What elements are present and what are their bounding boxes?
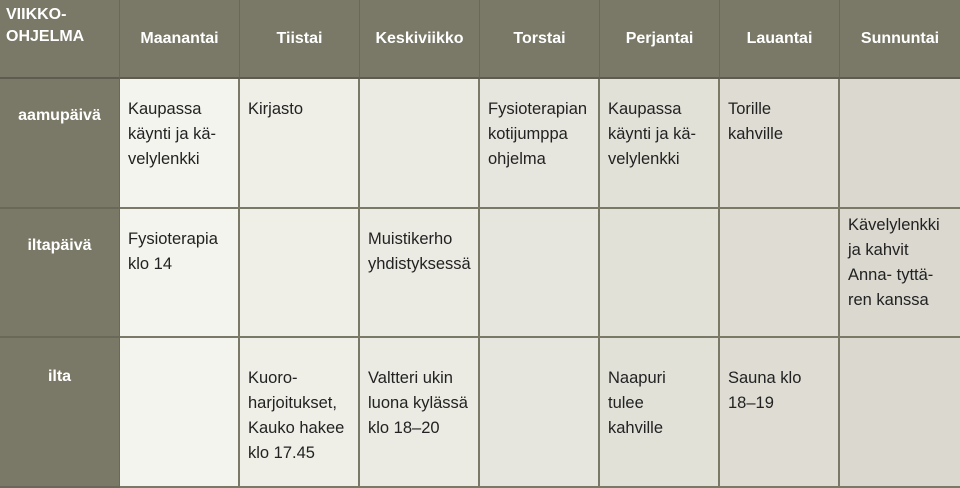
schedule-cell — [240, 209, 360, 338]
day-header-monday: Maanantai — [120, 0, 240, 79]
schedule-cell: Torille kahville — [720, 79, 840, 209]
schedule-cell — [480, 209, 600, 338]
day-header-tuesday: Tiistai — [240, 0, 360, 79]
schedule-cell: Kirjasto — [240, 79, 360, 209]
day-header-wednesday: Keskiviikko — [360, 0, 480, 79]
row-label-morning: aamupäivä — [0, 79, 120, 209]
corner-label: VIIKKO- OHJELMA — [0, 0, 120, 79]
day-header-saturday: Lauantai — [720, 0, 840, 79]
schedule-cell: Valtteri ukin luona kylässä klo 18–20 — [360, 338, 480, 488]
day-header-thursday: Torstai — [480, 0, 600, 79]
schedule-cell — [120, 338, 240, 488]
schedule-cell — [480, 338, 600, 488]
row-label-afternoon: iltapäivä — [0, 209, 120, 338]
schedule-cell: Muistikerho yhdistyksessä — [360, 209, 480, 338]
schedule-cell: Kaupassa käynti ja kä- velylenkki — [120, 79, 240, 209]
schedule-cell — [360, 79, 480, 209]
schedule-cell: Kävelylenkki ja kahvit Anna- tyttä- ren kanssa — [840, 209, 960, 338]
schedule-cell: Naapuri tulee kahville — [600, 338, 720, 488]
schedule-cell: Kuoro- harjoitukset, Kauko hakee klo 17.45 — [240, 338, 360, 488]
schedule-cell: Fysioterapia klo 14 — [120, 209, 240, 338]
row-label-evening: ilta — [0, 338, 120, 488]
schedule-cell — [840, 79, 960, 209]
schedule-cell: Fysioterapian kotijumppa ohjelma — [480, 79, 600, 209]
schedule-cell: Sauna klo 18–19 — [720, 338, 840, 488]
day-header-friday: Perjantai — [600, 0, 720, 79]
schedule-cell — [720, 209, 840, 338]
schedule-cell — [600, 209, 720, 338]
schedule-cell — [840, 338, 960, 488]
schedule-cell: Kaupassa käynti ja kä- velylenkki — [600, 79, 720, 209]
day-header-sunday: Sunnuntai — [840, 0, 960, 79]
